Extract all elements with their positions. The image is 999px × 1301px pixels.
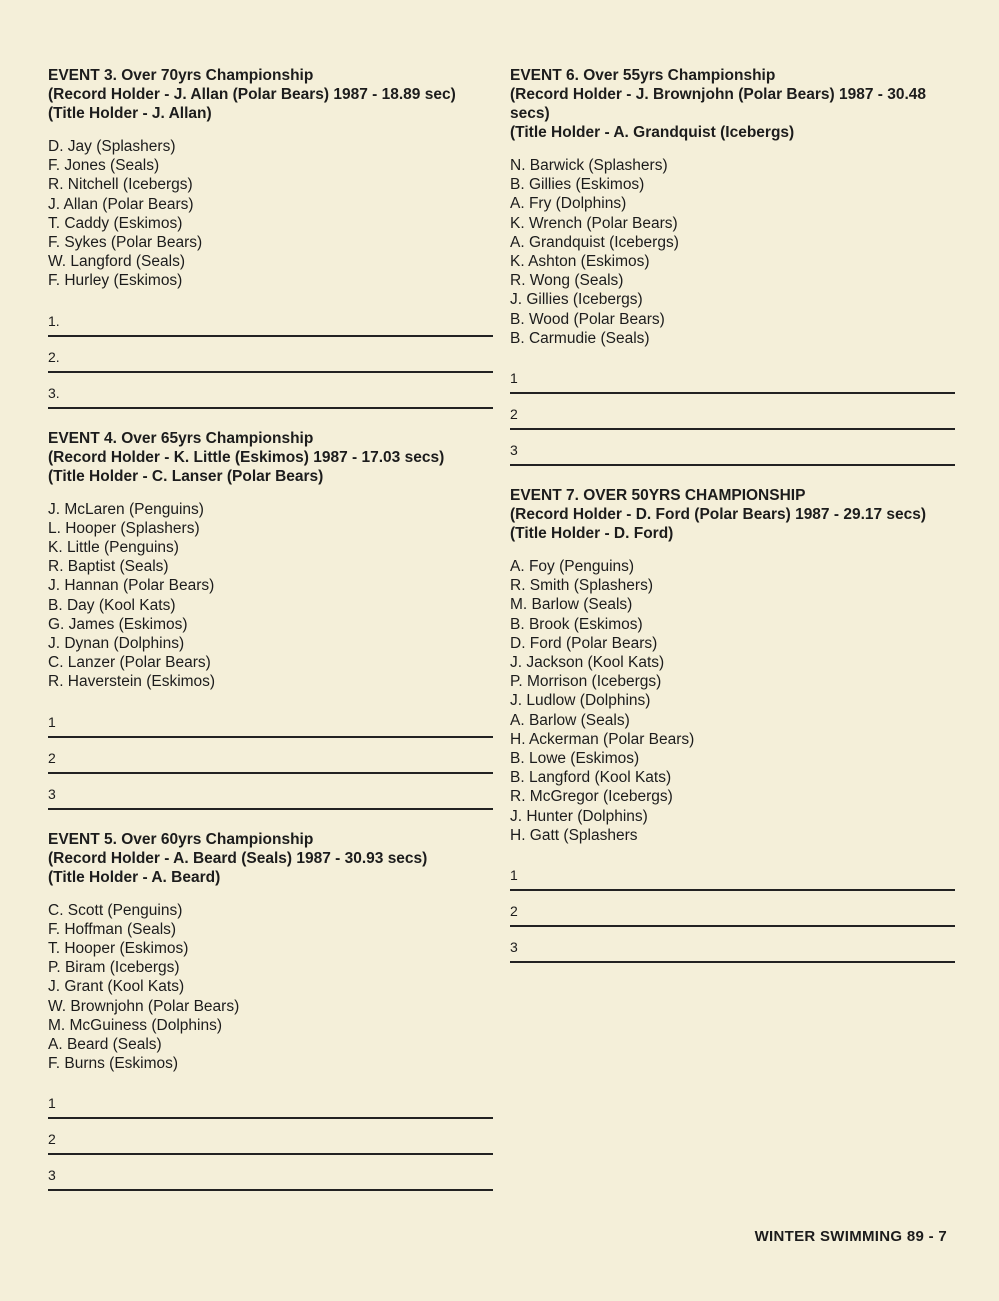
entrant: J. Ludlow (Dolphins)	[510, 692, 651, 710]
entrant: A. Fry (Dolphins)	[510, 195, 627, 213]
entrant: K. Ashton (Eskimos)	[510, 253, 650, 271]
entrant: B. Carmudie (Seals)	[510, 329, 650, 347]
entrant: T. Hooper (Eskimos)	[48, 940, 189, 958]
entrant: H. Ackerman (Polar Bears)	[510, 730, 695, 748]
event-title: EVENT 7. OVER 50YRS CHAMPIONSHIP	[510, 487, 806, 505]
entrant: F. Burns (Eskimos)	[48, 1055, 179, 1073]
entrant: J. Hunter (Dolphins)	[510, 807, 648, 825]
entrant: N. Barwick (Splashers)	[510, 157, 668, 174]
entrant: G. James (Eskimos)	[48, 615, 188, 633]
entrant: J. McLaren (Penguins)	[48, 500, 204, 518]
record-holder: (Record Holder - D. Ford (Polar Bears) 1987 - 29.17 secs)	[510, 506, 927, 524]
entrant: A. Grandquist (Icebergs)	[510, 233, 679, 251]
place-line-1: 1	[510, 855, 955, 891]
title-holder: (Title Holder - D. Ford)	[510, 525, 674, 543]
entrant: H. Gatt (Splashers	[510, 826, 638, 844]
entrant: F. Hoffman (Seals)	[48, 920, 177, 938]
entrant: F. Jones (Seals)	[48, 157, 160, 175]
entrant: L. Hooper (Splashers)	[48, 519, 200, 537]
record-holder: (Record Holder - K. Little (Eskimos) 1987 - 17.03 secs)	[48, 448, 445, 466]
entrant: K. Little (Penguins)	[48, 539, 179, 557]
left-column	[48, 66, 493, 1211]
place-line-3: 3	[48, 1155, 493, 1191]
entrant: R. Baptist (Seals)	[48, 558, 169, 576]
event-title: EVENT 4. Over 65yrs Championship	[48, 429, 314, 447]
place-line-1: 1	[48, 1083, 493, 1119]
entrant: C. Scott (Penguins)	[48, 901, 183, 919]
entrant-list	[48, 901, 493, 1074]
entrant: A. Barlow (Seals)	[510, 711, 630, 729]
entrant: P. Morrison (Icebergs)	[510, 673, 662, 691]
entrant-list	[48, 137, 493, 291]
place-line-3: 3	[48, 774, 493, 810]
place-line-2: 2	[48, 738, 493, 774]
entrant: W. Brownjohn (Polar Bears)	[48, 997, 240, 1015]
title-holder: (Title Holder - A. Beard)	[48, 868, 221, 886]
event-6	[510, 66, 955, 466]
entrant: B. Day (Kool Kats)	[48, 596, 176, 614]
entrant: J. Allan (Polar Bears)	[48, 195, 194, 213]
entrant: P. Biram (Icebergs)	[48, 959, 180, 977]
event-3	[48, 66, 493, 409]
event-4	[48, 429, 493, 810]
entrant: A. Foy (Penguins)	[510, 558, 635, 576]
entrant: B. Gillies (Eskimos)	[510, 176, 645, 194]
placings	[48, 301, 493, 409]
entrant: J. Grant (Kool Kats)	[48, 978, 185, 996]
entrant: F. Sykes (Polar Bears)	[48, 234, 203, 252]
record-holder: (Record Holder - A. Beard (Seals) 1987 - 30.93 secs)	[48, 849, 428, 867]
event-title: EVENT 5. Over 60yrs Championship	[48, 830, 314, 848]
place-line-3: 3	[510, 430, 955, 466]
placings	[510, 855, 955, 963]
entrant: T. Caddy (Eskimos)	[48, 214, 183, 232]
placings	[48, 702, 493, 810]
place-line-3: 3	[510, 927, 955, 963]
entrant: J. Hannan (Polar Bears)	[48, 577, 215, 595]
entrant-list	[510, 156, 955, 348]
place-line-1: 1	[48, 702, 493, 738]
place-line-1: 1.	[48, 301, 493, 337]
entrant: A. Beard (Seals)	[48, 1036, 162, 1054]
page-footer: WINTER SWIMMING 89 - 7	[754, 1228, 947, 1245]
place-line-2: 2	[48, 1119, 493, 1155]
event-header	[48, 830, 493, 887]
placings	[48, 1083, 493, 1191]
entrant: B. Wood (Polar Bears)	[510, 310, 665, 328]
event-title: EVENT 6. Over 55yrs Championship	[510, 67, 776, 84]
title-holder: (Title Holder - J. Allan)	[48, 105, 212, 122]
entrant: R. Smith (Splashers)	[510, 577, 653, 595]
record-holder: (Record Holder - J. Allan (Polar Bears) 1987 - 18.89 sec)	[48, 86, 456, 103]
entrant: J. Gillies (Icebergs)	[510, 291, 643, 309]
event-header	[48, 429, 493, 486]
entrant: B. Brook (Eskimos)	[510, 615, 643, 633]
entrant: R. McGregor (Icebergs)	[510, 788, 673, 806]
entrant: M. Barlow (Seals)	[510, 596, 633, 614]
event-title: EVENT 3. Over 70yrs Championship	[48, 67, 314, 84]
entrant: J. Dynan (Dolphins)	[48, 635, 185, 653]
title-holder: (Title Holder - C. Lanser (Polar Bears)	[48, 467, 324, 485]
event-header	[510, 486, 955, 543]
place-line-3: 3.	[48, 373, 493, 409]
entrant: R. Wong (Seals)	[510, 272, 624, 290]
entrant: M. McGuiness (Dolphins)	[48, 1016, 222, 1034]
entrant: K. Wrench (Polar Bears)	[510, 214, 678, 232]
entrant: B. Lowe (Eskimos)	[510, 750, 640, 768]
entrant: J. Jackson (Kool Kats)	[510, 654, 665, 672]
event-header	[48, 66, 493, 123]
entrant: B. Langford (Kool Kats)	[510, 769, 672, 787]
entrant: R. Haverstein (Eskimos)	[48, 673, 216, 691]
place-line-2: 2.	[48, 337, 493, 373]
entrant: D. Ford (Polar Bears)	[510, 634, 658, 652]
record-holder: (Record Holder - J. Brownjohn (Polar Bears) 1987 - 30.48 secs)	[510, 86, 927, 122]
title-holder: (Title Holder - A. Grandquist (Icebergs)	[510, 124, 795, 141]
entrant: F. Hurley (Eskimos)	[48, 272, 183, 290]
entrant-list	[48, 500, 493, 692]
entrant: D. Jay (Splashers)	[48, 138, 176, 155]
event-header	[510, 66, 955, 142]
right-column	[510, 66, 955, 983]
place-line-1: 1	[510, 358, 955, 394]
place-line-2: 2	[510, 394, 955, 430]
event-7	[510, 486, 955, 963]
placings	[510, 358, 955, 466]
entrant: R. Nitchell (Icebergs)	[48, 176, 193, 194]
entrant: C. Lanzer (Polar Bears)	[48, 654, 211, 672]
event-5	[48, 830, 493, 1192]
entrant: W. Langford (Seals)	[48, 253, 185, 271]
place-line-2: 2	[510, 891, 955, 927]
entrant-list	[510, 557, 955, 845]
